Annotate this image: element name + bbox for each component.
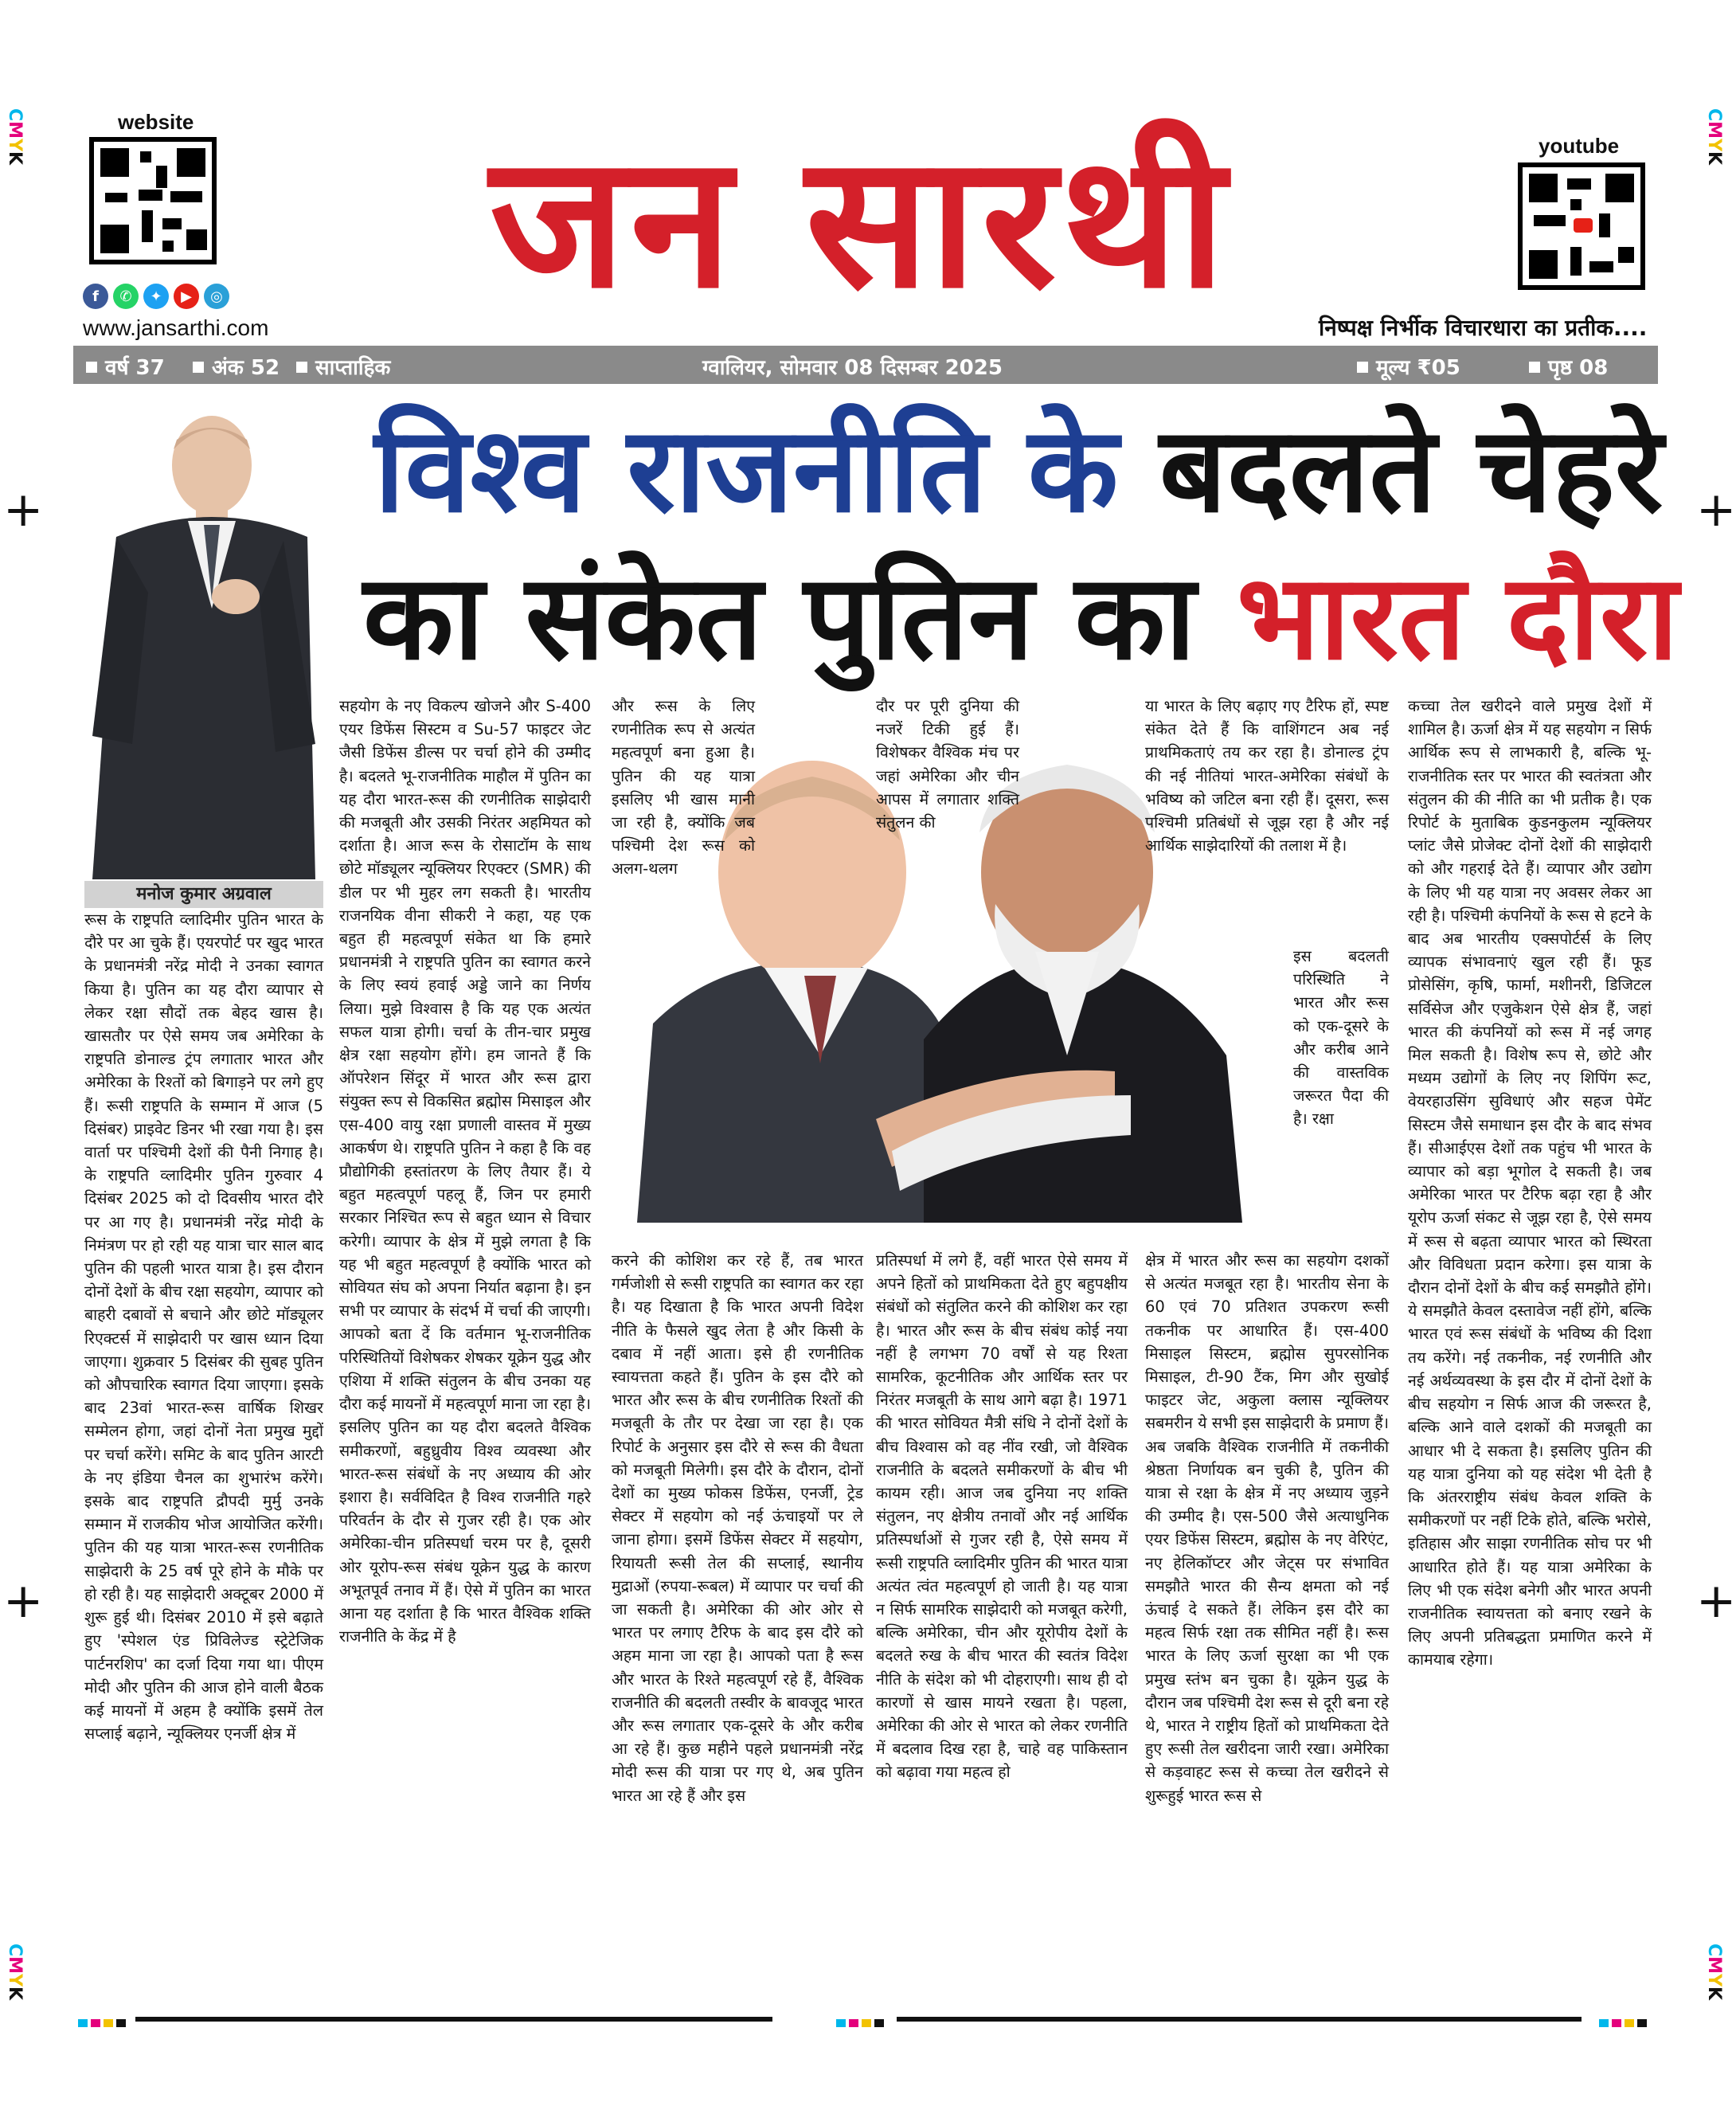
color-bar-center	[836, 2015, 887, 2030]
article-column-3-top: और रूस के लिए रणनीतिक रूप से अत्यंत महत्वपूर्ण बना हुआ है। पुतिन की यह यात्रा इसलिए भी खास मानी जा रही है, क्योंकि जब पश्चिमी देश रूस को अलग-थलग	[612, 697, 755, 879]
cmyk-mark-bottom-right: CMYK	[1704, 1944, 1724, 2001]
article-column-5-top: या भारत के लिए बढ़ाए गए टैरिफ हों, स्पष्ट संकेत देते हैं कि वाशिंगटन अब नई प्राथमिकताएं तय कर रहा है। डोनाल्ड ट्रंप की नई नीतियां भारत-अमेरिका संबंधों के भविष्य को जटिल बना रही हैं। दूसरा, रूस पश्चिमी प्रतिबंधों से जूझ रहा है और नई आर्थिक साझेदारियों की तलाश में है।	[1145, 697, 1389, 855]
headline-part-dark-2: का संकेत पुतिन का	[363, 549, 1196, 686]
social-icons	[83, 284, 229, 309]
crop-mark-right-2: +	[1696, 1573, 1736, 1629]
color-bar-right	[1599, 2015, 1650, 2030]
youtube-label: youtube	[1539, 134, 1620, 158]
article-column-3-bottom: करने की कोशिश कर रहे हैं, तब भारत गर्मजोशी से रूसी राष्ट्रपति का स्वागत कर रहा है। यह दिखाता है कि भारत अपनी विदेश नीति के फैसले खुद लेता है और किसी के दबाव में नहीं आता। इसे ही रणनीतिक स्वायत्तता कहते हैं। पुतिन के इस दौरे को भारत और रूस के बीच रणनीतिक रिश्तों की मजबूती के तौर पर देखा जा रहा है। एक रिपोर्ट के अनुसार इस दौरे से रूस की वैधता को मजबूती मिलेगी। इस दौरे के दौरान, दोनों देशों का मुख्य फोकस डिफेंस, एनर्जी, ट्रेड सेक्टर में सहयोग को नई ऊंचाइयों पर ले जाना होगा। इसमें डिफेंस सेक्टर में सहयोग, रियायती रूसी तेल की सप्लाई, स्थानीय मुद्राओं (रुपया-रूबल) में व्यापार पर चर्चा की जा सकती है। अमेरिका की ओर ओर से भारत पर लगाए टैरिफ के बाद इस दौरे को अहम माना जा रहा है। आपको पता है रूस और भारत के रिश्ते महत्वपूर्ण रहे हैं, वैश्विक राजनीति की बदलती तस्वीर के बावजूद भारत और रूस लगातार एक-दूसरे के और करीब आ रहे हैं। कुछ महीने पहले प्रधानमंत्री नरेंद्र मोदी रूस की यात्रा पर गए थे, अब पुतिन भारत आ रहे हैं और इस	[612, 1251, 863, 1805]
crop-mark-left-2: +	[3, 1573, 44, 1629]
article-column-1: रूस के राष्ट्रपति व्लादिमीर पुतिन भारत के दौरे पर आ चुके हैं। एयरपोर्ट पर खुद भारत के प्रधानमंत्री नरेंद्र मोदी ने उनका स्वागत किया है। पुतिन का यह दौरा व्यापार से लेकर रक्षा सौदों तक बेहद खास है। खासतौर पर ऐसे समय जब अमेरिका के राष्ट्रपति डोनाल्ड ट्रंप लगातार भारत और अमेरिका के रिश्तों को बिगाड़ने पर लगे हुए हैं। रूसी राष्ट्रपति के सम्मान में आज (5 दिसंबर) प्राइवेट डिनर भी रखा गया है। इस वार्ता पर पश्चिमी देशों की पैनी निगाह है। के राष्ट्रपति व्लादिमीर पुतिन गुरुवार 4 दिसंबर 2025 को दो दिवसीय भारत दौरे पर आ गए है। प्रधानमंत्री नरेंद्र मोदी के निमंत्रण पर हो रही यह यात्रा चार साल बाद पुतिन की पहली भारत यात्रा है। इस दौरान दोनों देशों के बीच रक्षा सहयोग, व्यापार को बाहरी दबावों से बचाने और छोटे मॉड्यूलर रिएक्टर्स में साझेदारी पर खास ध्यान दिया जाएगा। शुक्रवार 5 दिसंबर की सुबह पुतिन को औपचारिक स्वागत दिया जाएगा। इसके बाद 23वां भारत-रूस वार्षिक शिखर सम्मेलन होगा, जहां दोनों नेता प्रमुख मुद्दों पर चर्चा करेंगे। समिट के बाद पुतिन आरटी के नए इंडिया चैनल का शुभारंभ करेंगे। इसके बाद राष्ट्रपति द्रौपदी मुर्मु उनके सम्मान में राजकीय भोज आयोजित करेंगी। पुतिन की यह यात्रा भारत-रूस रणनीतिक साझेदारी के 25 वर्ष पूरे होने के मौके पर हो रही है। यह साझेदारी अक्टूबर 2000 में शुरू हुई थी। दिसंबर 2010 में इसे बढ़ाते हुए 'स्पेशल एंड प्रिविलेज्ड स्ट्रेटेजिक पार्टनरशिप' का दर्जा दिया गया था। पीएम मोदी और पुतिन की आज होने वाली बैठक कई मायनों में अहम है क्योंकि इसमें तेल सप्लाई बढ़ाने, न्यूक्लियर एनर्जी क्षेत्र में	[84, 910, 323, 1744]
article-column-6: कच्चा तेल खरीदने वाले प्रमुख देशों में शामिल है। ऊर्जा क्षेत्र में यह सहयोग न सिर्फ आर्थिक रूप से लाभकारी है, बल्कि भू-राजनीतिक स्तर पर भारत की स्वतंत्रता और संतुलन की की नीति का भी प्रतीक है। एक रिपोर्ट के मुताबिक कुडनकुलम न्यूक्लियर प्लांट जैसे प्रोजेक्ट दोनों देशों की साझेदारी को और गहराई देते हैं। व्यापार और उद्योग के लिए भी यह यात्रा नए अवसर लेकर आ रही है। पश्चिमी कंपनियों के रूस से हटने के बाद अब भारतीय एक्सपोर्टर्स के लिए व्यापक संभावनाएं खुल रही हैं। फूड प्रोसेसिंग, कृषि, फार्मा, मशीनरी, डिजिटल सर्विसेज और एजुकेशन ऐसे क्षेत्र हैं, जहां भारत की कंपनियों को रूस में नई जगह मिल सकती है। विशेष रूप से, छोटे और मध्यम उद्योगों के लिए नए शिपिंग रूट, वेयरहाउसिंग सुविधाएं और सहज पेमेंट सिस्टम जैसे समाधान इस दौर के बाद संभव हैं। सीआईएस देशों तक पहुंच भी भारत के व्यापार को बड़ा भूगोल दे सकती है। जब अमेरिका भारत पर टैरिफ बढ़ा रहा है और यूरोप ऊर्जा संकट से जूझ रहा है, ऐसे समय में रूस से बढ़ता व्यापार भारत को स्थिरता और विविधता प्रदान करेगा। इस यात्रा के दौरान दोनों देशों के बीच कई समझौते होंगे। ये समझौते केवल दस्तावेज नहीं होंगे, बल्कि भारत एवं रूस संबंधों के भविष्य की दिशा तय करेंगे। नई तकनीक, नई रणनीति और नई अर्थव्यवस्था के इस दौर में दोनों देशों के बीच सहयोग न सिर्फ आज की जरूरत है, बल्कि आने वाले दशकों की मजबूती का आधार भी दे सकता है। इसलिए पुतिन की यह यात्रा दुनिया को यह संदेश भी देती है कि अंतरराष्ट्रीय संबंध केवल शक्ति के समीकरणों पर नहीं टिके होते, बल्कि भरोसे, इतिहास और साझा रणनीतिक सोच पर भी आधारित होते हैं। यह यात्रा अमेरिका के लिए भी एक संदेश बनेगी और भारत अपनी राजनीतिक स्वायत्तता को बनाए रखने के लिए अपनी प्रतिबद्धता प्रमाणित करने में कामयाब रहेगा।	[1408, 697, 1652, 1670]
bottom-rule-right	[897, 2017, 1582, 2022]
headline-part-red: भारत दौरा	[1237, 549, 1679, 686]
putin-standing-photo	[84, 401, 323, 879]
article-column-2: सहयोग के नए विकल्प खोजने और S-400 एयर डिफेंस सिस्टम व Su-57 फाइटर जेट जैसी डिफेंस डील्स पर चर्चा होने की उम्मीद है। बदलते भू-राजनीतिक माहौल में पुतिन का यह दौरा भारत-रूस की रणनीतिक साझेदारी की मजबूती और उसकी निरंतर अहमियत को दर्शाता है। आज रूस के रोसाटॉम के साथ छोटे मॉड्यूलर न्यूक्लियर रिएक्टर (SMR) की डील पर भी मुहर लग सकती है। भारतीय राजनयिक वीना सीकरी ने कहा, यह एक बहुत ही महत्वपूर्ण संकेत था कि हमारे प्रधानमंत्री ने राष्ट्रपति पुतिन का स्वागत करने के लिए स्वयं हवाई अड्डे जाने का निर्णय लिया। मुझे विश्वास है कि यह एक अत्यंत सफल यात्रा होगी। चर्चा के तीन-चार प्रमुख क्षेत्र रक्षा सहयोग होंगे। हम जानते हैं कि ऑपरेशन सिंदूर में भारत और रूस द्वारा संयुक्त रूप से विकसित ब्रह्मोस मिसाइल और एस-400 वायु रक्षा प्रणाली वास्तव में मुख्य आकर्षण थे। राष्ट्रपति पुतिन ने कहा है कि वह प्रौद्योगिकी हस्तांतरण के लिए तैयार हैं। ये बहुत महत्वपूर्ण पहलू हैं, जिन पर हमारी सरकार निश्चित रूप से बहुत ध्यान से विचार करेगी। व्यापार के क्षेत्र में मुझे लगता है कि यह भी बहुत महत्वपूर्ण है क्योंकि भारत को सोवियत संघ को अपना निर्यात बढ़ाना है। इन सभी पर व्यापार के संदर्भ में चर्चा की जाएगी। आपको बता दें कि वर्तमान भू-राजनीतिक परिस्थितियों विशेषकर शेषकर यूक्रेन युद्ध और एशिया में शक्ति संतुलन के बीच उनका यह दौरा कई मायनों में महत्वपूर्ण माना जा रहा है। इसलिए पुतिन का यह दौरा बदलते वैश्विक समीकरणों, बहुध्रुवीय विश्व व्यवस्था और भारत-रूस संबंधों के नए अध्याय की ओर इशारा है। सर्वविदित है विश्व राजनीति गहरे परिवर्तन के दौर से गुजर रही है। एक ओर अमेरिका-चीन प्रतिस्पर्धा चरम पर है, दूसरी ओर यूरोप-रूस संबंध यूक्रेन युद्ध के कारण अभूतपूर्व तनाव में हैं। ऐसे में पुतिन का भारत आना यह दर्शाता है कि भारत वैश्विक शक्ति राजनीति के केंद्र में है	[339, 697, 591, 1646]
headline-part-dark: बदलते चेहरे	[1159, 401, 1664, 538]
cmyk-mark-bottom-left: CMYK	[5, 1944, 25, 2001]
info-bar	[73, 346, 1658, 384]
color-bar-left	[78, 2015, 129, 2030]
youtube-logo-icon	[1574, 218, 1593, 233]
headline-line-2	[363, 550, 1679, 685]
article-column-5-bottom: क्षेत्र में भारत और रूस का सहयोग दशकों से अत्यंत मजबूत रहा है। भारतीय सेना के 60 एवं 70 प्रतिशत उपकरण रूसी तकनीक पर आधारित हैं। एस-400 मिसाइल सिस्टम, ब्रह्मोस सुपरसोनिक मिसाइल, टी-90 टैंक, मिग और सुखोई फाइटर जेट, अकुला क्लास न्यूक्लियर सबमरीन ये सभी इस साझेदारी के प्रमाण हैं। अब जबकि वैश्विक राजनीति में तकनीकी श्रेष्ठता निर्णायक बन चुकी है, पुतिन की यात्रा से रक्षा के क्षेत्र में नए अध्याय जुड़ने की उम्मीद है। एस-500 जैसे अत्याधुनिक एयर डिफेंस सिस्टम, ब्रह्मोस के नए वेरिएंट, नए हेलिकॉप्टर और जेट्स पर संभावित समझौते भारत की सैन्य क्षमता को नई ऊंचाई दे सकते हैं। लेकिन इस दौरे का महत्व सिर्फ रक्षा तक सीमित नहीं है। रूस भारत के लिए ऊर्जा सुरक्षा का भी एक प्रमुख स्तंभ बन चुका है। यूक्रेन युद्ध के दौरान जब पश्चिमी देश रूस से दूरी बना रहे थे, भारत ने राष्ट्रीय हितों को प्राथमिकता देते हुए रूसी तेल खरीदना जारी रखा। अमेरिका से कड़वाहट रूस से कच्चा तेल खरीदने से शुरूहुई भारत रूस से	[1145, 1251, 1389, 1805]
website-qr-code[interactable]	[89, 137, 217, 264]
headline-line-1	[374, 402, 1663, 538]
volume-year: वर्ष 37	[105, 356, 165, 380]
crop-mark-right-1: +	[1696, 482, 1736, 538]
web-icon[interactable]: ◎	[204, 284, 229, 309]
price: मूल्य ₹05	[1376, 356, 1460, 380]
article-column-4-top: दौर पर पूरी दुनिया की नजरें टिकी हुई हैं। विशेषकर वैश्विक मंच पर जहां अमेरिका और चीन आपस में लगातार शक्ति संतुलन की	[876, 697, 1019, 832]
cmyk-mark-top-left: CMYK	[5, 108, 25, 166]
article-column-5-narrow: इस बदलती परिस्थिति ने भारत और रूस को एक-दूसरे के और करीब आने की वास्तविक जरूरत पैदा की है। रक्षा	[1293, 947, 1389, 1129]
whatsapp-icon[interactable]: ✆	[113, 284, 139, 309]
author-byline: मनोज कुमार अग्रवाल	[84, 881, 323, 908]
article-column-4-bottom: प्रतिस्पर्धा में लगे हैं, वहीं भारत ऐसे समय में अपने हितों को प्राथमिकता देते हुए बहुपक्षीय संबंधों को संतुलित करने की कोशिश कर रहा है। भारत और रूस के बीच संबंध कोई नया नहीं है लगभग 70 वर्षों से यह रिश्ता सामरिक, कूटनीतिक और आर्थिक स्तर पर निरंतर मजबूती के साथ आगे बढ़ा है। 1971 की भारत सोवियत मैत्री संधि ने दोनों देशों के बीच विश्वास को वह नींव रखी, जो वैश्विक राजनीति के बदलते समीकरणों के बीच भी कायम रही। आज जब दुनिया नए शक्ति संतुलन, नए क्षेत्रीय तनावों और नई आर्थिक प्रतिस्पर्धाओं से गुजर रही है, ऐसे समय में रूसी राष्ट्रपति व्लादिमीर पुतिन की भारत यात्रा अत्यंत त्वंत महत्वपूर्ण हो जाती है। यह यात्रा न सिर्फ सामरिक साझेदारी को मजबूत करेगी, बल्कि अमेरिका, चीन और यूरोपीय देशों के बदलते रुख के बीच भारत की स्वतंत्र विदेश नीति के संदेश को भी दोहराएगी। साथ ही दो कारणों से खास मायने रखता है। पहला, अमेरिका की ओर से भारत को लेकर रणनीति में बदलाव दिख रहा है, चाहे वह पाकिस्तान को बढ़ावा गया महत्व हो	[876, 1251, 1128, 1782]
tagline: निष्पक्ष निर्भीक विचारधारा का प्रतीक....	[1319, 315, 1648, 341]
headline-part-blue: विश्व राजनीति के	[374, 401, 1119, 538]
masthead-title: जन सारथी	[489, 116, 1231, 329]
page-count: पृष्ठ 08	[1548, 356, 1609, 380]
website-url[interactable]: www.jansarthi.com	[83, 315, 269, 340]
issue-number: अंक 52	[212, 356, 280, 380]
crop-mark-left-1: +	[3, 482, 44, 538]
frequency: साप्ताहिक	[315, 356, 391, 380]
youtube-icon[interactable]: ▶	[174, 284, 199, 309]
website-label: website	[118, 110, 194, 134]
cmyk-mark-top-right: CMYK	[1704, 108, 1724, 166]
bottom-rule-left	[135, 2017, 772, 2022]
twitter-icon[interactable]: ✦	[143, 284, 169, 309]
youtube-qr-code[interactable]	[1518, 162, 1645, 290]
facebook-icon[interactable]: f	[83, 284, 108, 309]
dateline: ग्वालियर, सोमवार 08 दिसम्बर 2025	[702, 356, 1003, 380]
